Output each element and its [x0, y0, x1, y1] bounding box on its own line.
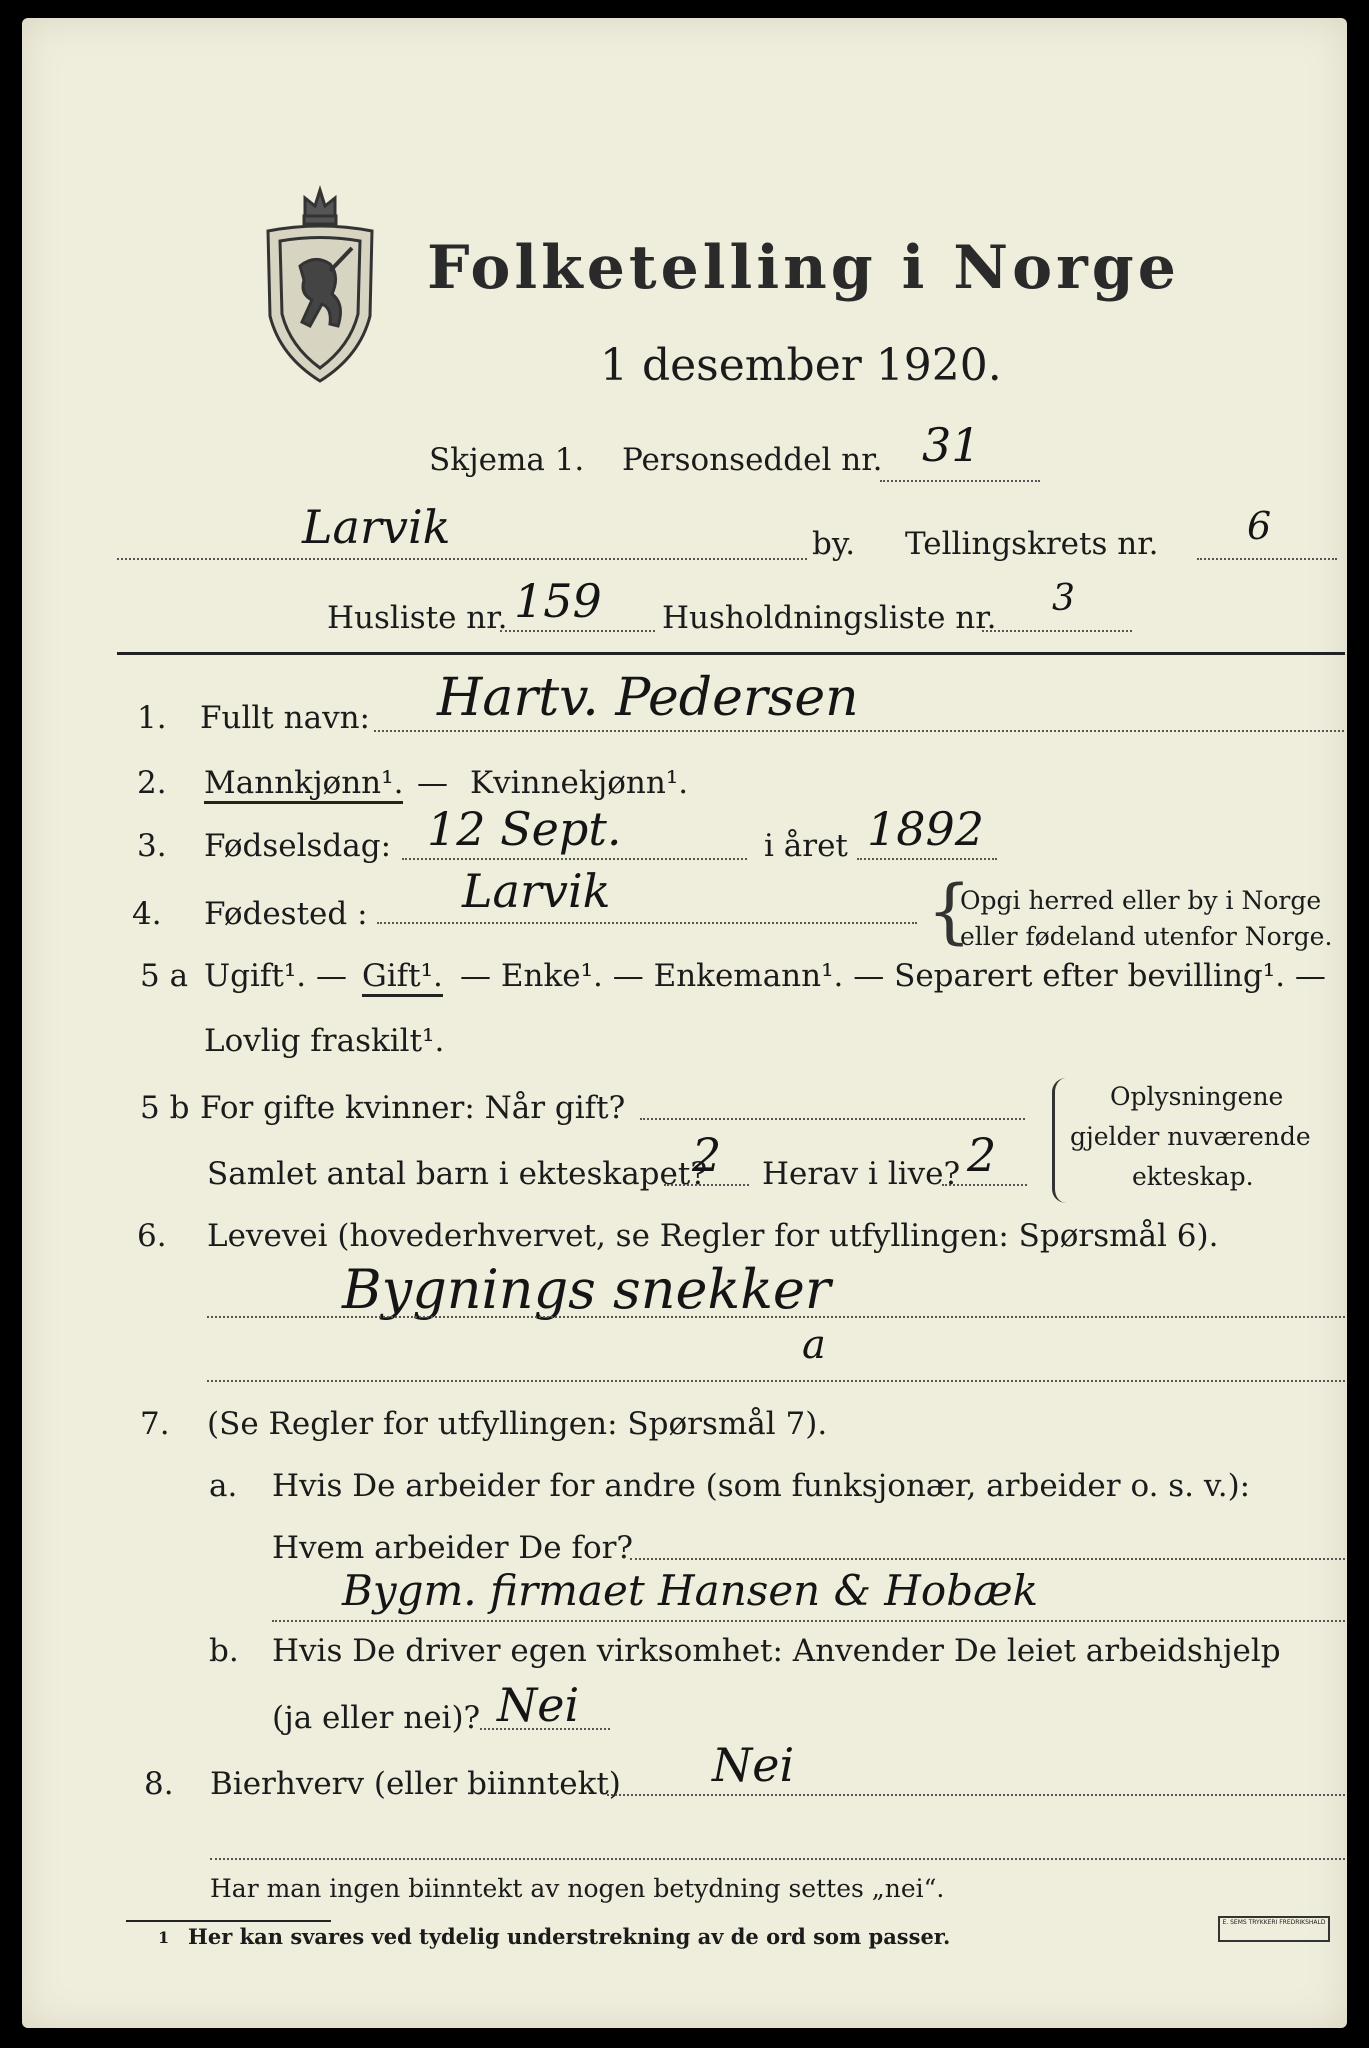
personseddel-label: Personseddel nr.	[622, 442, 883, 478]
personseddel-value: 31	[922, 418, 981, 472]
q5b-label: For gifte kvinner: Når gift?	[200, 1090, 626, 1126]
q7a-question: Hvem arbeider De for?	[272, 1530, 634, 1566]
q2-separator: —	[417, 765, 448, 801]
q7b-question: (ja eller nei)?	[272, 1700, 481, 1736]
q5b-children-label: Samlet antal barn i ekteskapet?	[207, 1156, 707, 1192]
q7a-letter: a.	[209, 1468, 238, 1504]
husliste-label: Husliste nr.	[327, 600, 508, 636]
q1-number: 1.	[137, 700, 167, 736]
footnote-text: Her kan svares ved tydelig understrekning av de ord som passer.	[188, 1924, 951, 1949]
husholdningsliste-label: Husholdningsliste nr.	[662, 600, 997, 636]
q5a-line2: Lovlig fraskilt¹.	[204, 1023, 445, 1059]
q3-number: 3.	[137, 828, 167, 864]
q8-answer-value: Nei	[712, 1738, 795, 1792]
q8-number: 8.	[144, 1766, 174, 1802]
town-value: Larvik	[302, 500, 451, 554]
q3-label: Fødselsdag:	[204, 828, 392, 864]
q6-occupation-value: Bygnings snekker	[342, 1258, 831, 1321]
q7b-answer-value: Nei	[497, 1678, 580, 1732]
q4-birthplace-value: Larvik	[462, 864, 611, 918]
husliste-value: 159	[514, 574, 602, 628]
by-label: by.	[812, 526, 856, 562]
norwegian-lion-crest-icon	[260, 176, 380, 388]
census-form-paper: Folketelling i Norge 1 desember 1920. Skjema 1. Personseddel nr. 31 Larvik by. Tellingskrets nr. 6 Husliste nr. 159 Husholdningsliste nr. 3 1. Fullt navn: Hartv. Pedersen 2. Mannkjønn¹. — Kvinnekjønn¹. 3. Fødselsdag: 12 Sept. i året 1892 4. Fødested : Larvik { Opgi herred eller by i Norge eller fødeland utenfor Norge. 5 a Ugift¹. — Gift¹. — Enke¹. — Enkemann¹. — Separert efter bevilling¹. — Lovlig fraskilt¹. 5 b For gifte kvinner: Når gift? Samlet antal barn i ekteskapet? 2 Herav i live? 2 Oplysningene gjelder nuværende ekteskap. 6. Levevei (hovederhvervet, se Regler for utfyllingen: Spørsmål 6). Bygnings snekker a 7. (Se Regler for utfyllingen: Spørsmål 7). a. Hvis De arbeider for andre (som funksjonær, arbeider o. s. v.): Hvem arbeider De for? Bygm. firmaet Hansen & Hobæk b. Hvis De driver egen virksomhet: Anvender De leiet arbeidshjelp (ja eller nei)? Nei 8. Bierhverv (eller biinntekt) Nei Har man ingen biinntekt av nogen betydning settes „nei“. 1 Her kan svares ved tydelig understrekning av de ord som passer. E. SEMS TRYKKERI FREDRIKSHALD	[22, 18, 1347, 2028]
q7-label: (Se Regler for utfyllingen: Spørsmål 7).	[207, 1406, 828, 1442]
footnote-number: 1	[158, 1928, 170, 1947]
q7a-employer-value: Bygm. firmaet Hansen & Hobæk	[342, 1566, 1039, 1615]
q5b-note-line3: ekteskap.	[1132, 1162, 1254, 1191]
q4-label: Fødested :	[204, 896, 368, 932]
q7-number: 7.	[140, 1406, 170, 1442]
q5b-number: 5 b	[140, 1090, 190, 1126]
q3-birthday-value: 12 Sept.	[427, 802, 622, 856]
header-divider	[117, 652, 1345, 655]
q2-number: 2.	[137, 765, 167, 801]
q5b-note-line2: gjelder nuværende	[1070, 1122, 1311, 1151]
q3-year-value: 1892	[867, 802, 985, 856]
form-title: Folketelling i Norge	[427, 233, 1180, 303]
bottom-note: Har man ingen biinntekt av nogen betydning settes „nei“.	[210, 1874, 945, 1903]
q1-full-name-value: Hartv. Pedersen	[437, 668, 859, 728]
q6-number: 6.	[137, 1218, 167, 1254]
q2-female-option: Kvinnekjønn¹.	[470, 765, 689, 801]
q5a-gift-option: Gift¹.	[362, 958, 443, 997]
footnote-divider	[126, 1920, 331, 1922]
q5b-note-line1: Oplysningene	[1110, 1082, 1284, 1111]
q8-label: Bierhverv (eller biinntekt)	[210, 1766, 621, 1802]
q5a-ugift: Ugift¹. —	[204, 958, 347, 994]
q5b-children-value: 2	[692, 1128, 722, 1182]
q5a-other-options: — Enke¹. — Enkemann¹. — Separert efter bevilling¹. —	[460, 958, 1326, 994]
q1-label: Fullt navn:	[200, 700, 370, 736]
census-date: 1 desember 1920.	[600, 340, 1002, 391]
q7b-letter: b.	[209, 1633, 239, 1669]
q6-mark: a	[802, 1322, 826, 1368]
tellingskrets-label: Tellingskrets nr.	[905, 526, 1159, 562]
q3-year-label: i året	[764, 828, 848, 864]
q7a-text: Hvis De arbeider for andre (som funksjonær, arbeider o. s. v.):	[272, 1468, 1251, 1504]
q4-note-line2: eller fødeland utenfor Norge.	[960, 922, 1333, 951]
q6-label: Levevei (hovederhvervet, se Regler for utfyllingen: Spørsmål 6).	[207, 1218, 1219, 1254]
printer-stamp: E. SEMS TRYKKERI FREDRIKSHALD	[1218, 1916, 1330, 1942]
q5b-alive-value: 2	[967, 1128, 997, 1182]
q4-note-line1: Opgi herred eller by i Norge	[960, 886, 1322, 915]
q5a-number: 5 a	[140, 958, 189, 994]
skjema-label: Skjema 1.	[429, 442, 585, 478]
q4-number: 4.	[132, 896, 162, 932]
husholdningsliste-value: 3	[1052, 578, 1075, 619]
q5b-alive-label: Herav i live?	[762, 1156, 961, 1192]
q2-male-option: Mannkjønn¹.	[204, 765, 403, 804]
tellingskrets-value: 6	[1247, 504, 1272, 548]
q7b-text: Hvis De driver egen virksomhet: Anvender De leiet arbeidshjelp	[272, 1633, 1281, 1669]
